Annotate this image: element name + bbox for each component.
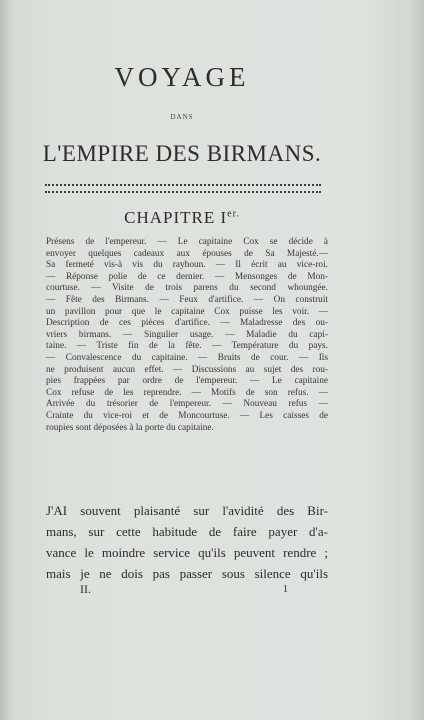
- summary-line: Arrivée du trésorier de l'empereur. — Nouveau refus —: [46, 399, 328, 410]
- summary-line: vriers birmans. — Singulier usage. — Maladie du capi-: [46, 329, 328, 340]
- summary-line: pies frappées par ordre de l'empereur. — Le capitaine: [46, 376, 328, 387]
- body-line: J'AI souvent plaisanté sur l'avidité des Bir-: [46, 503, 328, 518]
- title-connector: DANS: [170, 113, 194, 121]
- title-empire: L'EMPIRE DES BIRMANS.: [42, 141, 322, 166]
- body-line: vance le moindre service qu'ils peuvent rendre ;: [46, 545, 328, 560]
- body-paragraph: [46, 500, 328, 584]
- summary-line: Sa fermeté vis-à vis du rayhoun. — Il écrit au vice-roi.: [46, 260, 328, 271]
- summary-line: roupies sont déposées à la porte du capitaine.: [46, 422, 214, 433]
- summary-line: — Convalescence du capitaine. — Bruits de cour. — Ils: [46, 352, 328, 363]
- summary-line: Cox refuse de les reprendre. — Motifs de son refus. —: [46, 387, 328, 398]
- chapter-label: CHAPITRE I: [124, 208, 228, 227]
- chapter-label-superscript: er.: [227, 208, 240, 220]
- chapter-summary: [46, 237, 328, 434]
- sheet-signature: 1: [283, 584, 288, 595]
- summary-line: un pavillon pour que le capitaine Cox puisse les voir. —: [46, 306, 328, 317]
- volume-signature: II.: [80, 582, 91, 596]
- title-voyage: VOYAGE: [114, 62, 250, 92]
- summary-line: Crainte du vice-roi et de Moncourtuse. — Les caisses de: [46, 410, 328, 421]
- summary-line: ne produisent aucun effet. — Discussions au sujet des rou-: [46, 364, 328, 375]
- summary-line: — Fête des Birmans. — Feux d'artifice. — On construit: [46, 294, 328, 305]
- dotted-rule-ornament: [45, 184, 321, 193]
- body-line: mans, sur cette habitude de faire payer d'a-: [46, 524, 328, 539]
- chapter-heading: [0, 208, 364, 228]
- summary-line: courtuse. — Visite de trois parens du second whoungée.: [46, 283, 328, 294]
- summary-line: taine. — Triste fin de la fête. — Température du pays.: [46, 341, 328, 352]
- summary-line: Présens de l'empereur. — Le capitaine Cox se décide à: [46, 237, 328, 247]
- body-line: mais je ne dois pas passer sous silence qu'ils: [46, 566, 328, 581]
- summary-line: Description de ces pièces d'artifice. — Maladresse des ou-: [46, 318, 328, 329]
- summary-line: envoyer quelques cadeaux aux épouses de Sa Majesté.—: [46, 248, 328, 259]
- summary-line: — Réponse polie de ce dernier. — Mensonges de Mon-: [46, 271, 328, 282]
